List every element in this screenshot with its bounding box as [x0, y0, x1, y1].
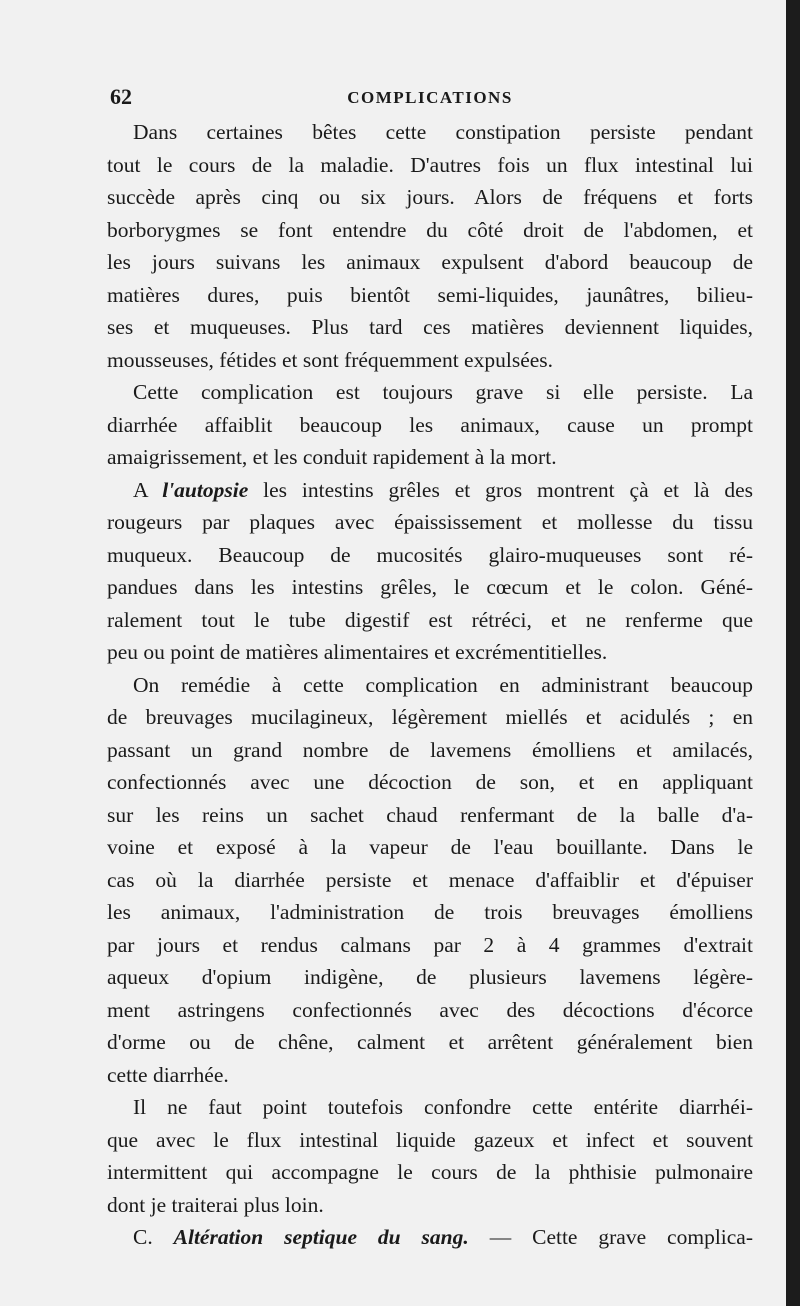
text-line: par jours et rendus calmans par 2 à 4 grammes d'extrait [107, 932, 753, 957]
running-head: COMPLICATIONS [347, 88, 513, 107]
text-line: voine et exposé à la vapeur de l'eau bouillante. Dans le [107, 835, 753, 859]
text-line: Il ne faut point toutefois confondre cette entérite diarrhéi- [133, 1095, 753, 1119]
text-line: borborygmes se font entendre du côté droit de l'abdomen, et [107, 217, 753, 242]
text-line: matières dures, puis bientôt semi-liquides, jaunâtres, bilieu- [107, 282, 753, 307]
text-line: tout le cours de la maladie. D'autres fois un flux intestinal lui [107, 152, 753, 177]
text-line: peu ou point de matières alimentaires et excrémentitielles. [107, 640, 608, 664]
text-line: sur les reins un sachet chaud renfermant de la balle d'a- [107, 802, 753, 827]
text-line: Dans certaines bêtes cette constipation persiste pendant [133, 120, 753, 144]
text-line: rougeurs par plaques avec épaississement et mollesse du tissu [107, 510, 753, 534]
text-line: que avec le flux intestinal liquide gazeux et infect et souvent [107, 1127, 753, 1152]
text-line: pandues dans les intestins grêles, le cœcum et le colon. Géné- [107, 575, 753, 599]
page-header [110, 84, 750, 114]
autopsy-line [107, 474, 753, 507]
text-line: Cette complication est toujours grave si elle persiste. La [133, 380, 753, 404]
section-heading-line [107, 1221, 753, 1254]
section-line-rest: — Cette grave complica- [489, 1225, 753, 1249]
text-line: muqueux. Beaucoup de mucosités glairo-muqueuses sont ré- [107, 542, 753, 567]
text-line: de breuvages mucilagineux, légèrement miellés et acidulés ; en [107, 705, 753, 729]
section-letter: C. [133, 1225, 153, 1249]
text-line: aqueux d'opium indigène, de plusieurs lavemens légère- [107, 965, 753, 989]
text-line: succède après cinq ou six jours. Alors de fréquens et forts [107, 185, 753, 209]
text-line: dont je traiterai plus loin. [107, 1192, 324, 1217]
autopsy-line-rest: les intestins grêles et gros montrent çà et là des [263, 477, 753, 502]
text-line: passant un grand nombre de lavemens émolliens et amilacés, [107, 737, 753, 762]
page-edge [786, 0, 800, 1306]
text-line: ralement tout le tube digestif est rétréci, et ne renferme que [107, 607, 753, 632]
text-line: les jours suivans les animaux expulsent d'abord beaucoup de [107, 250, 753, 274]
autopsy-prefix: A [133, 477, 148, 502]
section-title: Altération septique du sang. [173, 1225, 469, 1249]
text-line: mousseuses, fétides et sont fréquemment expulsées. [107, 347, 554, 372]
text-line: les animaux, l'administration de trois breuvages émolliens [107, 900, 753, 924]
text-line: diarrhée affaiblit beaucoup les animaux, cause un prompt [107, 412, 753, 437]
body-text [107, 116, 753, 1254]
text-line: ses et muqueuses. Plus tard ces matières deviennent liquides, [107, 315, 753, 339]
text-line: d'orme ou de chêne, calment et arrêtent généralement bien [107, 1030, 753, 1054]
text-line: On remédie à cette complication en administrant beaucoup [133, 672, 753, 697]
text-line: cas où la diarrhée persiste et menace d'affaiblir et d'épuiser [107, 867, 753, 892]
autopsy-italic: l'autopsie [162, 477, 249, 502]
text-line: intermittent qui accompagne le cours de la phthisie pulmonaire [107, 1160, 753, 1184]
text-line: confectionnés avec une décoction de son, et en appliquant [107, 770, 753, 794]
text-line: cette diarrhée. [107, 1062, 229, 1087]
text-line: amaigrissement, et les conduit rapidement à la mort. [107, 445, 557, 469]
text-line: ment astringens confectionnés avec des décoctions d'écorce [107, 997, 753, 1022]
page-number: 62 [110, 84, 132, 109]
